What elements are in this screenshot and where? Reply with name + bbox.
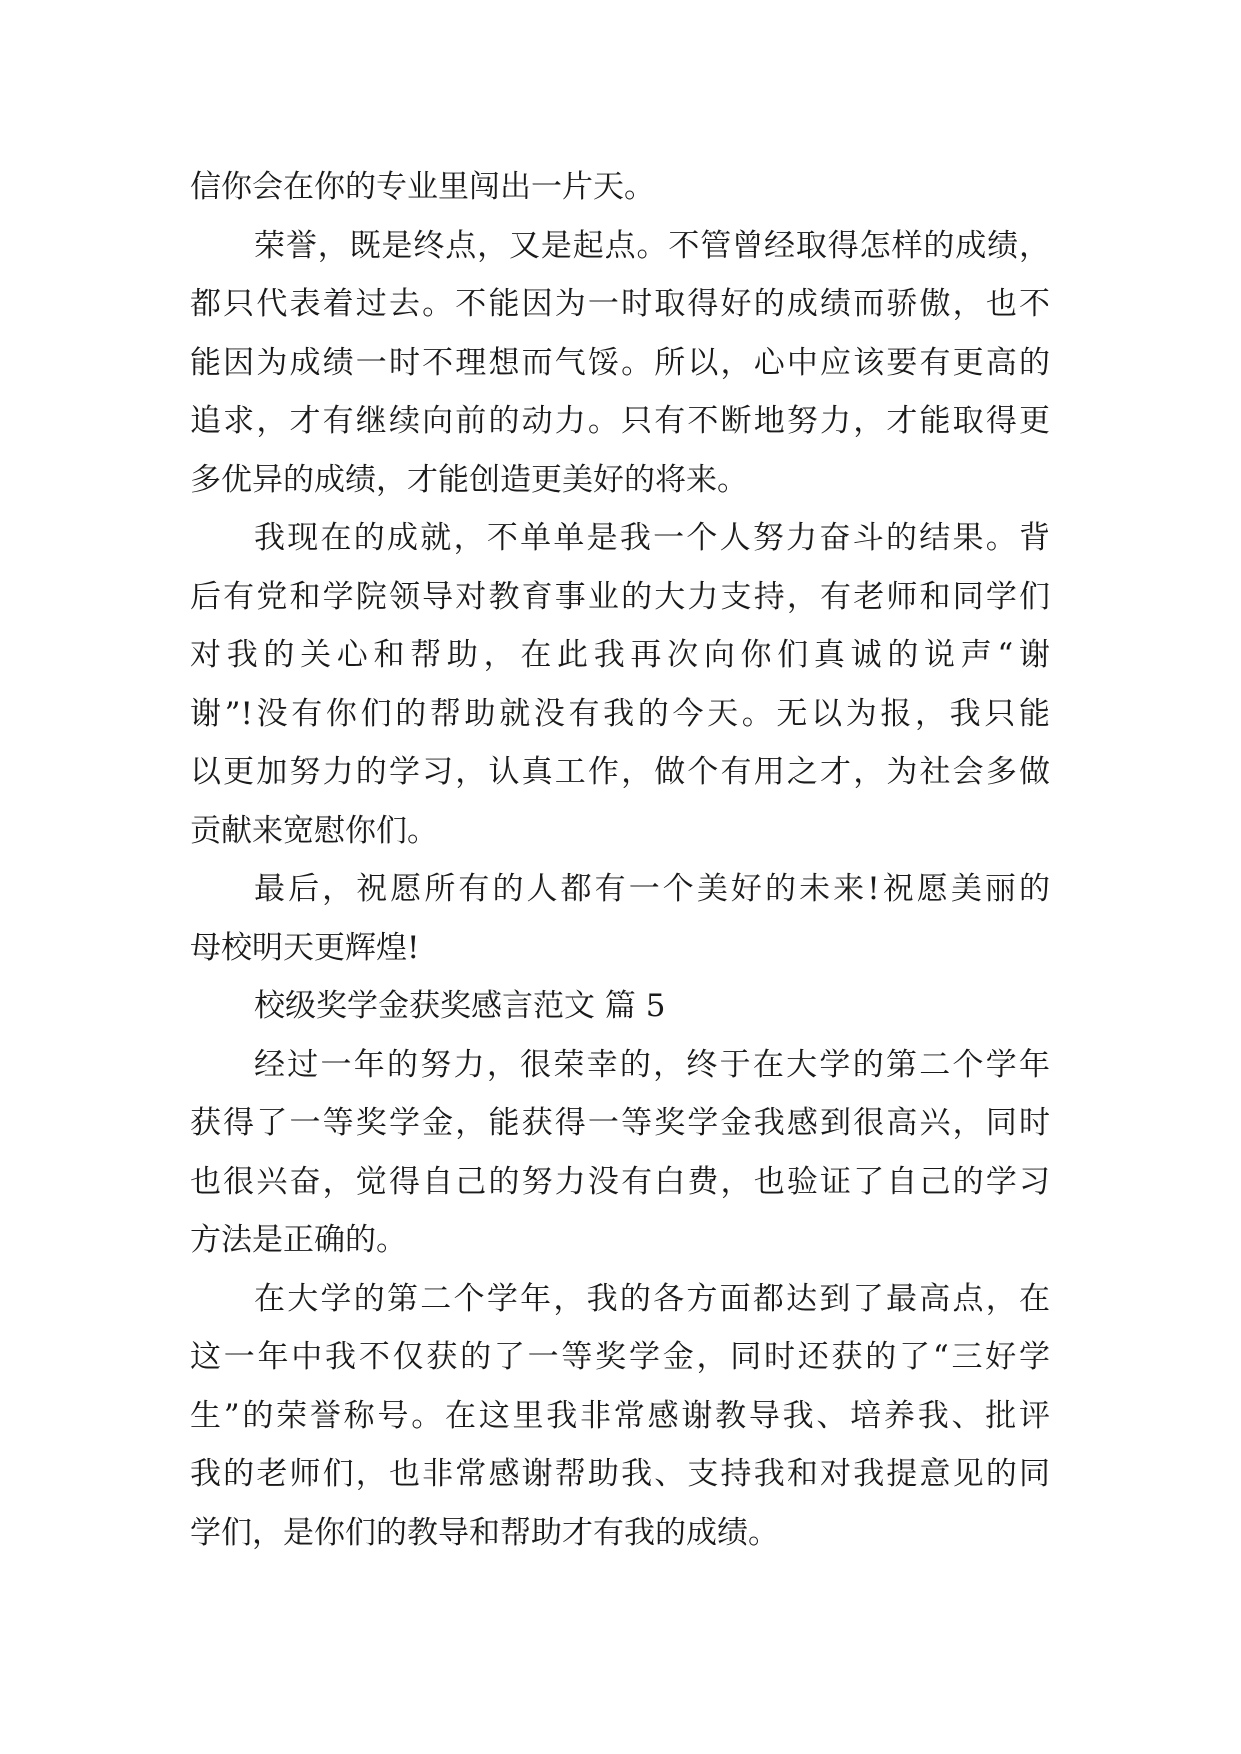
text-line: 多优异的成绩，才能创造更美好的将来。	[190, 461, 748, 498]
text-line: 以更加努力的学习，认真工作，做个有用之才，为社会多做	[190, 754, 1050, 790]
paragraph-first-line: 我现在的成就，不单单是我一个人努力奋斗的结果。背	[254, 520, 1050, 556]
text-line: 追求，才有继续向前的动力。只有不断地努力，才能取得更	[190, 403, 1050, 439]
paragraph-first-line: 经过一年的努力，很荣幸的，终于在大学的第二个学年	[254, 1046, 1050, 1083]
text-line: 这一年中我不仅获的了一等奖学金，同时还获的了“三好学	[190, 1339, 1050, 1375]
text-line: 获得了一等奖学金，能获得一等奖学金我感到很高兴，同时	[190, 1105, 1050, 1141]
text-line: 生”的荣誉称号。在这里我非常感谢教导我、培养我、批评	[190, 1397, 1050, 1434]
paragraph-first-line: 最后，祝愿所有的人都有一个美好的未来!祝愿美丽的	[254, 871, 1050, 907]
text-line: 能因为成绩一时不理想而气馁。所以，心中应该要有更高的	[190, 344, 1050, 381]
text-line: 都只代表着过去。不能因为一时取得好的成绩而骄傲，也不	[190, 286, 1050, 322]
text-line: 贡献来宽慰你们。	[190, 812, 438, 849]
section-heading: 校级奖学金获奖感言范文 篇 5	[254, 988, 666, 1024]
document-body	[190, 158, 1050, 1562]
paragraph-first-line: 在大学的第二个学年，我的各方面都达到了最高点，在	[254, 1280, 1050, 1317]
text-line: 后有党和学院领导对教育事业的大力支持，有老师和同学们	[190, 578, 1050, 615]
text-line: 对我的关心和帮助，在此我再次向你们真诚的说声“谢	[190, 637, 1050, 673]
paragraph-first-line: 荣誉，既是终点，又是起点。不管曾经取得怎样的成绩，	[254, 227, 1050, 264]
text-line: 学们，是你们的教导和帮助才有我的成绩。	[190, 1514, 779, 1551]
text-line: 我的老师们，也非常感谢帮助我、支持我和对我提意见的同	[190, 1456, 1050, 1492]
text-line: 母校明天更辉煌!	[190, 929, 420, 966]
text-line: 也很兴奋，觉得自己的努力没有白费，也验证了自己的学习	[190, 1163, 1050, 1200]
text-line: 信你会在你的专业里闯出一片天。	[190, 169, 655, 205]
text-line: 谢”!没有你们的帮助就没有我的今天。无以为报，我只能	[190, 695, 1050, 732]
text-line: 方法是正确的。	[190, 1222, 407, 1258]
